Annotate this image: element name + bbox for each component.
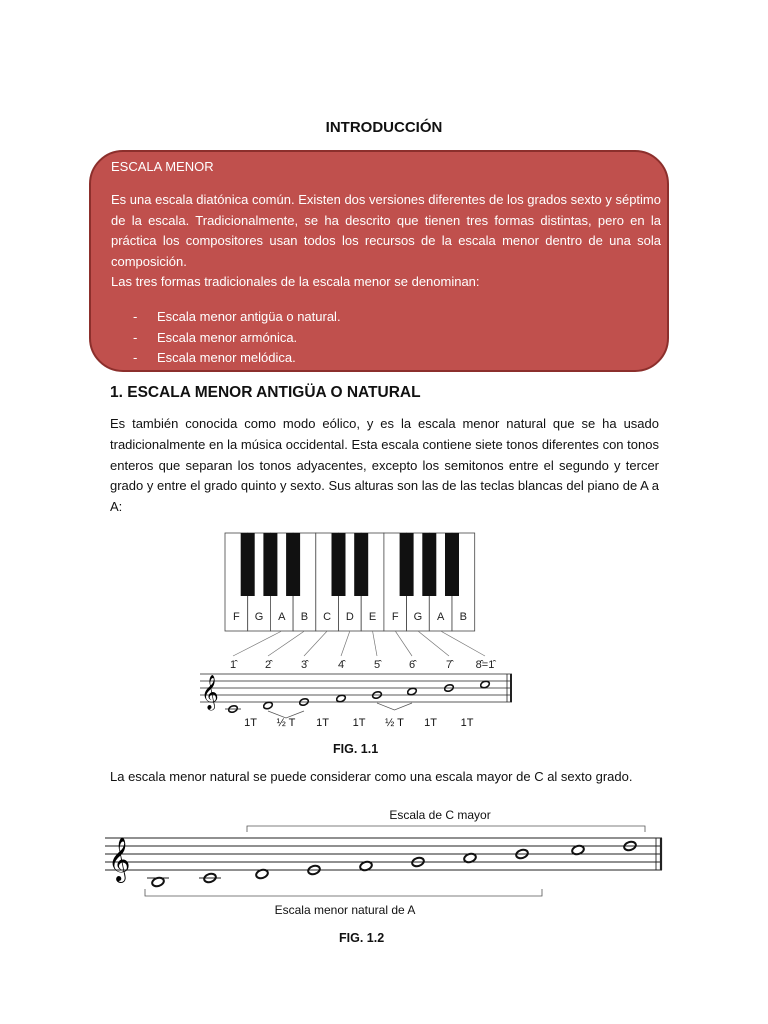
list-dash: - xyxy=(133,309,138,324)
key-label: A xyxy=(436,611,445,623)
key-label: G xyxy=(413,611,423,623)
black-key xyxy=(354,533,368,596)
whole-note xyxy=(336,694,347,703)
interval-label: ½ T xyxy=(385,717,404,729)
callout-intro-line: Las tres formas tradicionales de la escala menor se denominan: xyxy=(111,274,480,289)
black-key xyxy=(263,533,277,596)
interval-label: 1T xyxy=(460,717,474,729)
list-item-label: Escala menor armónica. xyxy=(157,329,298,345)
scale-degrees xyxy=(230,659,496,671)
whole-note xyxy=(263,701,274,710)
bracket-top xyxy=(247,826,645,832)
key-label: C xyxy=(323,611,332,623)
list-item-label: Escala menor antigüa o natural. xyxy=(157,309,341,324)
bracket-label-top: Escala de C mayor xyxy=(389,808,491,822)
key-label: F xyxy=(232,611,240,623)
figure-caption: FIG. 1.2 xyxy=(339,931,385,945)
list-item xyxy=(111,307,651,328)
scale-degree: 8̂=1̂ xyxy=(475,659,495,671)
list-item xyxy=(111,328,651,349)
scale-degree: 4̂ xyxy=(337,659,345,671)
figure-scale-comparison xyxy=(100,804,670,922)
key-degree-line xyxy=(233,631,282,656)
scale-degree: 3̂ xyxy=(300,659,308,671)
interval-labels xyxy=(244,717,474,729)
page-title: INTRODUCCIÓN xyxy=(325,119,443,136)
figure-caption: FIG. 1.1 xyxy=(333,742,379,756)
key-label: F xyxy=(391,611,399,623)
list-dash: - xyxy=(133,350,138,365)
black-key xyxy=(241,533,255,596)
key-label: D xyxy=(345,611,354,623)
key-degree-line xyxy=(373,631,377,656)
section-paragraph: La escala menor natural se puede considerar como una escala mayor de C al sexto grado. xyxy=(110,769,633,784)
treble-clef-icon: 𝄞 xyxy=(108,839,131,881)
section-paragraph: Es también conocida como modo eólico, y es la escala menor natural que se ha usado tradicionalmente en la música occidental. Esta escala contiene siete tonos diferentes con tonos enteros que separan los tonos adyacentes, excepto los semitonos entre el segundo y tercer grado y entre el grado quinto y sexto. Sus alturas son las de las teclas blancas del piano de A a A: xyxy=(110,416,659,515)
interval-label: 1T xyxy=(316,717,329,729)
key-degree-line xyxy=(441,631,485,656)
callout-text xyxy=(111,190,661,293)
black-key xyxy=(286,533,300,596)
black-key xyxy=(400,533,414,596)
section-heading: 1. ESCALA MENOR ANTIGÜA O NATURAL xyxy=(110,384,421,401)
key-degree-line xyxy=(304,631,327,656)
black-key xyxy=(332,533,346,596)
treble-staff xyxy=(105,838,662,883)
key-label: A xyxy=(278,611,286,623)
scale-degree: 1̂ xyxy=(229,659,237,671)
list-item-label: Escala menor melódica. xyxy=(157,350,296,365)
key-degree-line xyxy=(341,631,350,656)
callout-heading: ESCALA MENOR xyxy=(111,159,214,174)
key-label: G xyxy=(254,611,264,623)
treble-staff xyxy=(200,674,512,711)
interval-label: 1T xyxy=(352,717,366,729)
key-degree-line xyxy=(395,631,412,656)
key-label: E xyxy=(368,611,377,623)
key-label: B xyxy=(459,611,468,623)
intro-callout-box xyxy=(89,150,669,372)
treble-clef-icon: 𝄞 xyxy=(201,676,219,709)
interval-label: 1T xyxy=(424,717,437,729)
key-degree-lines xyxy=(233,631,485,656)
list-item xyxy=(111,348,651,369)
whole-note xyxy=(407,687,418,696)
interval-label: ½ T xyxy=(276,717,296,729)
scale-degree: 6̂ xyxy=(408,659,416,671)
scale-degree: 5̂ xyxy=(373,659,381,671)
staff-notes xyxy=(147,840,637,887)
bracket-bottom xyxy=(145,889,542,896)
black-key xyxy=(422,533,436,596)
list-dash: - xyxy=(133,329,138,345)
scale-degree: 7̂ xyxy=(445,659,453,671)
black-key xyxy=(445,533,459,596)
interval-label: 1T xyxy=(244,717,257,729)
key-label: B xyxy=(300,611,309,623)
piano-keyboard xyxy=(225,533,475,631)
figure-piano-staff xyxy=(195,528,530,733)
staff-notes xyxy=(225,680,490,718)
key-degree-line xyxy=(268,631,304,656)
scale-degree: 2̂ xyxy=(264,659,272,671)
key-degree-line xyxy=(418,631,449,656)
callout-paragraph: Es una escala diatónica común. Existen dos versiones diferentes de los grados sexto y séptimo de la escala. Tradicionalmente, se ha descrito que tienen tres formas distintas, pero en la práctica los compositores usan todos los recursos de la escala menor dentro de una sola composición. xyxy=(111,192,661,269)
whole-note xyxy=(480,680,491,689)
bracket-label-bottom: Escala menor natural de A xyxy=(274,903,416,917)
scale-forms-list xyxy=(111,307,651,369)
